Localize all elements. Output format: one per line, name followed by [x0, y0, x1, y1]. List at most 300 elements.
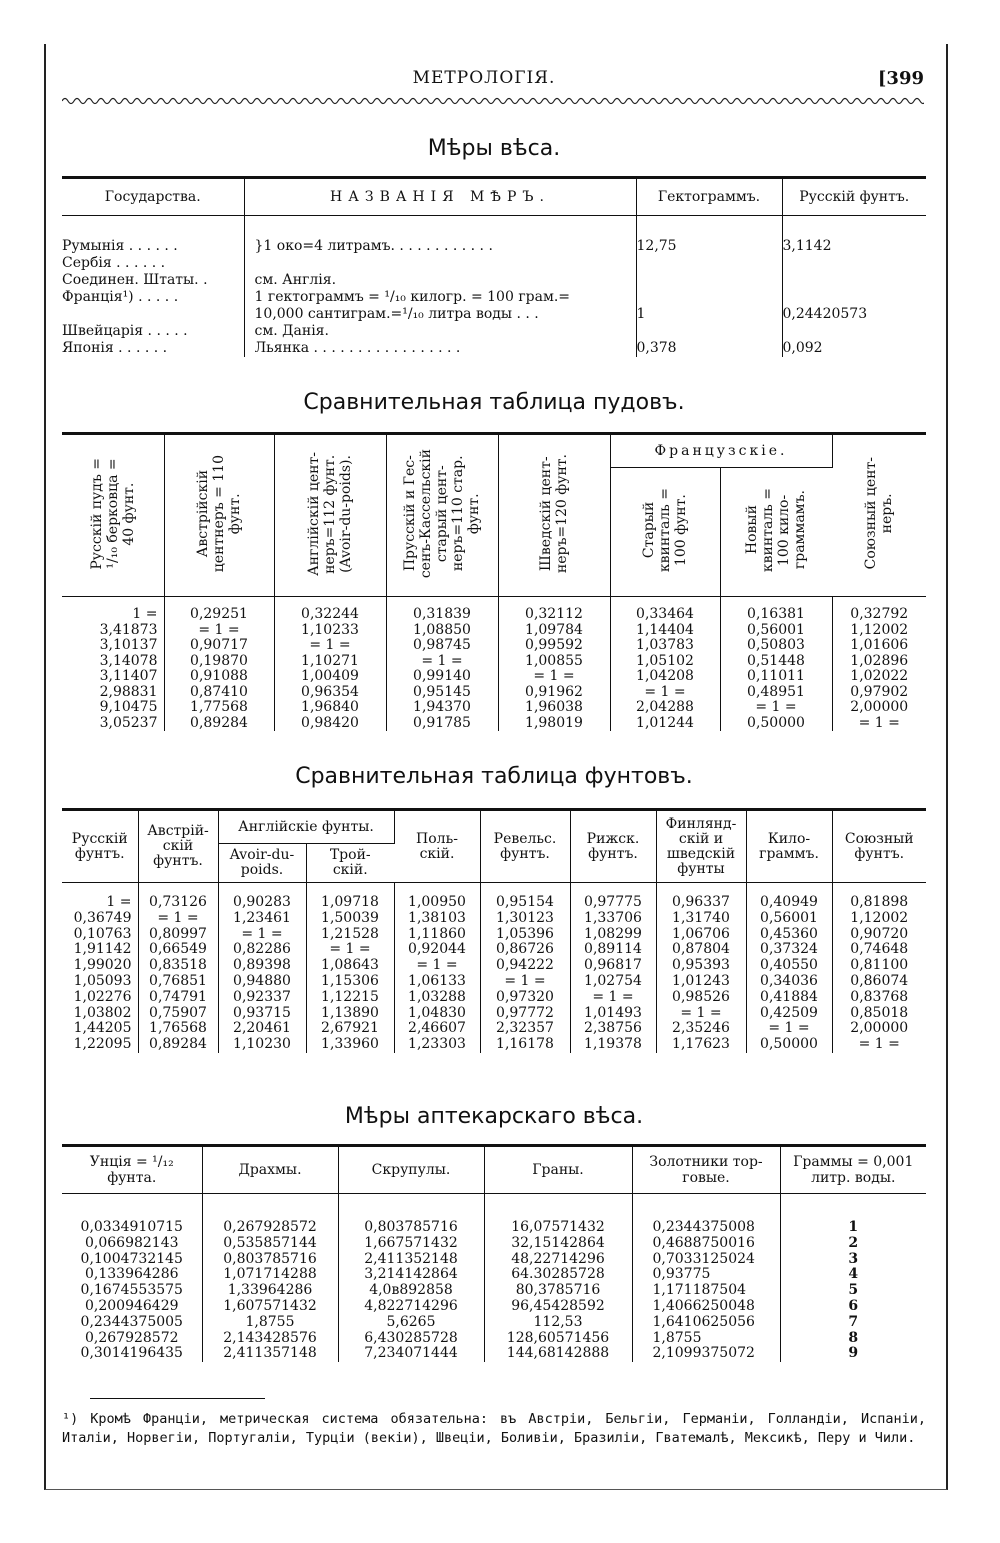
weights-names-cell: см. Англія.	[254, 272, 337, 288]
apothecary-header-2: Скрупулы.	[338, 1146, 484, 1194]
pounds-col-7-cell: 1,06706	[672, 925, 730, 942]
apothecary-col-4	[632, 1220, 780, 1362]
pounds-col-1-cell: 0,73126	[149, 894, 207, 910]
pounds-col-9	[832, 895, 926, 1053]
pounds-col-7-cell: 0,96337	[672, 894, 730, 910]
weights-hecto-cell	[637, 289, 782, 306]
poods-col-2-cell: 1,10271	[301, 652, 359, 669]
pounds-col-0-cell: 1 =	[106, 894, 132, 910]
poods-col-1-cell: 0,87410	[190, 683, 248, 700]
poods-col-0-cell: 3,14078	[99, 652, 158, 669]
poods-col-2	[274, 607, 386, 731]
apothecary-col-0	[62, 1220, 202, 1362]
apothecary-col-5-cell: 6	[848, 1297, 859, 1314]
poods-col-4-cell: 1,96038	[525, 699, 583, 715]
apothecary-col-2-cell: 4,822714296	[364, 1297, 458, 1314]
footnote-rule	[90, 1398, 265, 1399]
poods-col-0-cell: 3,41873	[99, 621, 158, 638]
weights-header-hecto: Гектограммъ.	[636, 178, 782, 216]
apothecary-col-0-cell: 0,066982143	[84, 1234, 179, 1251]
pounds-col-1-cell: 1,76568	[149, 1020, 207, 1037]
pounds-col-6-cell: 0,89114	[584, 941, 642, 958]
pounds-col-6-cell: 0,96817	[584, 957, 642, 974]
pounds-col-7-cell: 0,95393	[672, 957, 730, 974]
poods-col-7-cell: 1,02022	[850, 668, 909, 684]
pounds-col-7-cell: 0,87804	[672, 941, 730, 958]
poods-col-6-cell: 0,50000	[747, 714, 805, 731]
poods-col-5-cell: 0,33464	[636, 606, 694, 622]
pounds-col-0-cell: 1,22095	[73, 1036, 132, 1053]
pounds-col-8-cell: 0,50000	[760, 1036, 818, 1053]
pounds-header-1: Австрій- скій фунтъ.	[138, 810, 218, 883]
poods-col-2-cell: 0,32244	[301, 606, 359, 622]
apothecary-col-5-cell: 7	[848, 1313, 859, 1330]
weights-rus-cell: 0,24420573	[782, 306, 868, 322]
poods-col-4-cell: = 1 =	[533, 668, 575, 684]
pounds-col-0-cell: 1,02276	[73, 988, 132, 1005]
poods-col-3-cell: 0,98745	[413, 637, 471, 653]
pounds-col-9-cell: 0,81100	[850, 957, 909, 974]
weights-states-cell: Франція¹) . . . . .	[62, 289, 179, 305]
poods-col-5-cell: 2,04288	[636, 699, 694, 715]
weights-hecto-cell: 0,378	[636, 340, 677, 356]
apothecary-col-4-cell: 1,6410625056	[652, 1313, 755, 1330]
apothecary-col-5	[780, 1220, 926, 1362]
poods-col-1-cell: = 1 =	[198, 621, 240, 638]
poods-col-0-cell: 3,11407	[99, 668, 158, 684]
apothecary-col-4-cell: 0,2344375008	[652, 1219, 755, 1235]
apothecary-header-1: Драхмы.	[202, 1146, 338, 1194]
pounds-col-2-cell: 1,10230	[233, 1036, 291, 1053]
poods-col-1-cell: 0,29251	[190, 606, 248, 622]
pounds-col-3-cell: 1,15306	[321, 972, 379, 989]
apothecary-col-0-cell: 0,2344375005	[80, 1313, 183, 1330]
apothecary-col-2-cell: 4,0в892858	[369, 1282, 453, 1299]
pounds-col-0-cell: 0,36749	[73, 909, 132, 926]
pounds-col-9-cell: 1,12002	[850, 909, 909, 926]
pounds-col-6-cell: 1,01493	[584, 1004, 642, 1021]
poods-col-0-cell: 2,98831	[99, 683, 158, 700]
poods-col-7-cell: = 1 =	[858, 714, 900, 731]
pounds-col-1-cell: 0,75907	[149, 1004, 207, 1021]
poods-header-6: Новый квинталь = 100 кило- граммамъ.	[720, 468, 832, 597]
poods-col-5-cell: 1,05102	[636, 652, 694, 669]
pounds-col-2-cell: 0,89398	[233, 957, 291, 974]
poods-col-5	[610, 607, 720, 731]
weights-names-cell: 10,000 сантиграм.=¹/₁₀ литра воды . . .	[254, 306, 539, 322]
apothecary-col-2-cell: 0,803785716	[364, 1219, 458, 1235]
pounds-col-9-cell: 0,90720	[850, 925, 909, 942]
pounds-table	[62, 808, 926, 1053]
pounds-col-4-cell: 1,11860	[408, 925, 466, 942]
pounds-header-9: Союзный фунтъ.	[832, 810, 926, 883]
apothecary-col-1-cell: 2,143428576	[223, 1329, 317, 1346]
pounds-header-2: Avoir-du- poids.	[218, 844, 306, 883]
apothecary-col-4-cell: 1,8755	[652, 1329, 702, 1346]
poods-col-6-cell: 0,11011	[747, 668, 805, 684]
pounds-col-7-cell: 1,01243	[672, 972, 730, 989]
poods-col-6-cell: 0,16381	[747, 606, 805, 622]
apothecary-col-5-cell: 4	[848, 1266, 859, 1283]
pounds-col-1-cell: = 1 =	[157, 909, 199, 926]
pounds-col-1-cell: 0,66549	[149, 941, 207, 958]
apothecary-col-2-cell: 6,430285728	[364, 1329, 458, 1346]
poods-col-0-cell: 3,05237	[99, 714, 158, 731]
poods-col-7-cell: 1,12002	[850, 621, 909, 638]
pounds-col-9-cell: 2,00000	[850, 1020, 909, 1037]
poods-col-4-cell: 0,99592	[525, 637, 583, 653]
weights-states-cell: Швейцарія . . . . .	[62, 323, 188, 339]
pounds-col-6-cell: 2,38756	[584, 1020, 642, 1037]
weights-rus-cell: 3,1142	[782, 238, 832, 254]
pounds-col-2	[218, 895, 306, 1053]
poods-col-4-cell: 1,00855	[525, 652, 583, 669]
poods-col-1	[164, 607, 274, 731]
apothecary-col-1-cell: 2,411357148	[223, 1345, 317, 1362]
pounds-col-5-cell: 1,30123	[496, 909, 554, 926]
apothecary-col-4-cell: 0,93775	[652, 1266, 711, 1283]
apothecary-col-3-cell: 144,68142888	[506, 1345, 610, 1362]
weights-rus	[782, 238, 926, 357]
apothecary-table	[62, 1144, 926, 1362]
poods-col-4	[498, 607, 610, 731]
pounds-col-1-cell: 0,74791	[149, 988, 207, 1005]
poods-col-7-cell: 2,00000	[850, 699, 909, 715]
poods-col-0-cell: 9,10475	[99, 699, 158, 715]
poods-col-4-cell: 1,98019	[525, 714, 583, 731]
apothecary-col-0-cell: 0,267928572	[84, 1329, 179, 1346]
poods-col-3-cell: 0,31839	[413, 606, 471, 622]
poods-col-1-cell: 0,89284	[190, 714, 248, 731]
pounds-col-7-cell: = 1 =	[680, 1004, 722, 1021]
pounds-col-9-cell: 0,85018	[850, 1004, 909, 1021]
poods-col-7-cell: 0,97902	[850, 683, 909, 700]
pounds-col-5-cell: 0,94222	[496, 957, 554, 974]
apothecary-col-3-cell: 112,53	[533, 1313, 583, 1330]
pounds-col-0-cell: 0,10763	[73, 925, 132, 942]
poods-header-4: Шведскій цент- неръ=120 фунт.	[498, 434, 610, 597]
running-header	[44, 68, 924, 96]
poods-col-3-cell: 0,99140	[413, 668, 471, 684]
poods-col-2-cell: 1,10233	[301, 621, 359, 638]
pounds-col-0-cell: 1,03802	[73, 1004, 132, 1021]
pounds-col-3-cell: 1,08643	[321, 957, 379, 974]
pounds-col-4	[394, 895, 480, 1053]
footnote: ¹) Кромѣ Франціи, метрическая система обязательна: въ Австріи, Бельгіи, Германіи, Голландіи, Испаніи, Италіи, Норвегіи, Португаліи, Турціи (векіи), Швеціи, Боливіи, Бразиліи, Гватемалѣ, Мексикѣ, Перу и Чили.	[62, 1411, 926, 1446]
apothecary-col-4-cell: 0,7033125024	[652, 1250, 755, 1267]
pounds-col-9-cell: 0,83768	[850, 988, 909, 1005]
poods-col-6-cell: 0,50803	[747, 637, 805, 653]
pounds-col-3	[306, 895, 394, 1053]
poods-col-5-cell: = 1 =	[644, 683, 686, 700]
apothecary-col-2-cell: 1,667571432	[364, 1234, 458, 1251]
pounds-col-5-cell: 2,32357	[496, 1020, 554, 1037]
pounds-col-1-cell: 0,76851	[149, 972, 207, 989]
poods-col-6-cell: 0,56001	[747, 621, 805, 638]
wavy-rule	[62, 94, 924, 108]
section-title-apothecary: Мѣры аптекарскаго вѣса.	[344, 1104, 644, 1129]
apothecary-col-5-cell: 3	[848, 1250, 859, 1267]
poods-header-3: Прусскій и Гес- сенъ-Кассельскій старый цент- неръ=110 стар. фунт.	[386, 434, 498, 597]
pounds-col-8-cell: 0,37324	[760, 941, 818, 958]
pounds-col-5-cell: 0,97320	[496, 988, 554, 1005]
poods-col-3-cell: 1,08850	[413, 621, 471, 638]
pounds-col-3-cell: 1,12215	[321, 988, 379, 1005]
weights-states-cell: Соединен. Штаты. .	[62, 272, 208, 288]
weights-hecto	[636, 238, 782, 357]
poods-col-0	[62, 607, 164, 731]
poods-col-3-cell: 0,91785	[413, 714, 471, 731]
poods-col-6	[720, 607, 832, 731]
weights-hecto-cell	[637, 323, 782, 340]
pounds-col-3-cell: 1,21528	[321, 925, 379, 942]
pounds-col-7-cell: 1,17623	[672, 1036, 730, 1053]
poods-col-0-cell: 1 =	[132, 606, 158, 622]
apothecary-col-1-cell: 0,535857144	[223, 1234, 317, 1251]
apothecary-col-1	[202, 1220, 338, 1362]
poods-col-3-cell: 1,94370	[413, 699, 471, 715]
pounds-col-6-cell: = 1 =	[592, 988, 634, 1005]
pounds-col-8-cell: = 1 =	[768, 1020, 810, 1037]
poods-table	[62, 432, 926, 731]
section-title-pounds: Сравнительная таблица фунтовъ.	[295, 764, 693, 789]
pounds-col-2-cell: 1,23461	[233, 909, 291, 926]
pounds-col-4-cell: 1,38103	[408, 909, 466, 926]
pounds-col-8-cell: 0,40949	[760, 894, 818, 910]
weights-names-cell: см. Данія.	[254, 323, 329, 339]
poods-col-7-cell: 1,02896	[850, 652, 909, 669]
apothecary-col-1-cell: 1,8755	[245, 1313, 295, 1330]
apothecary-header-5: Граммы = 0,001 литр. воды.	[780, 1146, 926, 1194]
weights-rus-cell	[783, 289, 927, 306]
poods-col-5-cell: 1,03783	[636, 637, 694, 653]
pounds-col-3-cell: 1,13890	[321, 1004, 379, 1021]
poods-header-5: Старый квинталь = 100 фунт.	[610, 468, 720, 597]
poods-col-7-cell: 1,01606	[850, 637, 909, 653]
pounds-group-header: Англійскіе фунты.	[218, 810, 394, 844]
apothecary-col-3-cell: 80,3785716	[515, 1282, 601, 1299]
poods-header-0: Русскій пудъ = ¹/₁₀ берковца = 40 фунт.	[62, 434, 164, 597]
apothecary-col-5-cell: 5	[848, 1282, 859, 1299]
apothecary-col-3-cell: 32,15142864	[511, 1234, 605, 1251]
weights-hecto-cell: 12,75	[636, 238, 677, 254]
poods-col-1-cell: 0,19870	[190, 652, 248, 669]
pounds-col-7-cell: 2,35246	[672, 1020, 730, 1037]
poods-col-2-cell: 0,98420	[301, 714, 359, 731]
weights-rus-cell: 0,092	[782, 340, 823, 356]
apothecary-col-2-cell: 7,234071444	[364, 1345, 458, 1362]
pounds-col-0-cell: 1,44205	[73, 1020, 132, 1037]
weights-names	[244, 238, 636, 357]
apothecary-col-4-cell: 1,171187504	[652, 1282, 747, 1299]
weights-hecto-cell	[637, 255, 782, 272]
pounds-col-8-cell: 0,45360	[760, 925, 818, 942]
pounds-col-4-cell: 1,00950	[408, 894, 466, 910]
poods-col-2-cell: 0,96354	[301, 683, 359, 700]
pounds-col-5-cell: = 1 =	[504, 972, 546, 989]
weights-rus-cell	[783, 323, 927, 340]
pounds-col-2-cell: 2,20461	[233, 1020, 291, 1037]
pounds-col-9-cell: = 1 =	[858, 1036, 900, 1053]
weights-states	[62, 238, 244, 357]
apothecary-header-3: Граны.	[484, 1146, 632, 1194]
poods-col-3-cell: = 1 =	[421, 652, 463, 669]
pounds-header-7: Финлянд- скій и шведскій фунты	[656, 810, 746, 883]
pounds-col-4-cell: 2,46607	[408, 1020, 466, 1037]
pounds-col-8-cell: 0,40550	[760, 957, 818, 974]
weights-hecto-cell: 1	[636, 306, 646, 322]
weights-states-cell: Румынія . . . . . .	[62, 238, 178, 254]
poods-col-2-cell: 1,00409	[301, 668, 359, 684]
section-title-poods: Сравнительная таблица пудовъ.	[303, 390, 685, 415]
apothecary-col-0-cell: 0,133964286	[84, 1266, 179, 1283]
apothecary-col-3-cell: 16,07571432	[511, 1219, 605, 1235]
poods-col-6-cell: 0,51448	[747, 652, 805, 669]
pounds-col-7	[656, 895, 746, 1053]
section-title-weights: Мѣры вѣса.	[427, 136, 561, 161]
pounds-col-4-cell: = 1 =	[416, 957, 458, 974]
pounds-col-4-cell: 1,06133	[408, 972, 466, 989]
apothecary-col-4-cell: 1,4066250048	[652, 1297, 755, 1314]
apothecary-col-4-cell: 0,4688750016	[652, 1234, 755, 1251]
weights-header-state: Государства.	[62, 178, 244, 216]
pounds-col-2-cell: 0,90283	[233, 894, 291, 910]
pounds-col-3-cell: 1,09718	[321, 894, 379, 910]
pounds-col-5	[480, 895, 570, 1053]
pounds-col-1-cell: 0,89284	[149, 1036, 207, 1053]
poods-col-4-cell: 0,32112	[525, 606, 583, 622]
poods-col-1-cell: 0,91088	[190, 668, 248, 684]
weights-header-rus: Русскій фунтъ.	[782, 178, 926, 216]
poods-col-1-cell: 1,77568	[190, 699, 248, 715]
apothecary-col-1-cell: 0,267928572	[223, 1219, 317, 1235]
pounds-col-0-cell: 1,05093	[73, 972, 132, 989]
pounds-header-4: Поль- скій.	[394, 810, 480, 883]
apothecary-col-3-cell: 96,45428592	[511, 1297, 605, 1314]
pounds-col-8-cell: 0,34036	[760, 972, 818, 989]
apothecary-col-3-cell: 48,22714296	[511, 1250, 605, 1267]
weights-hecto-cell	[637, 272, 782, 289]
poods-col-3	[386, 607, 498, 731]
apothecary-col-4-cell: 2,1099375072	[652, 1345, 755, 1362]
pounds-col-2-cell: 0,92337	[233, 988, 291, 1005]
poods-col-5-cell: 1,04208	[636, 668, 694, 684]
apothecary-col-5-cell: 1	[848, 1219, 859, 1235]
pounds-header-8: Кило- граммъ.	[746, 810, 832, 883]
weights-states-cell: Сербія . . . . . .	[62, 255, 166, 271]
poods-col-4-cell: 0,91962	[525, 683, 583, 700]
poods-col-6-cell: = 1 =	[755, 699, 797, 715]
weights-names-cell: }1 око=4 литрамъ. . . . . . . . . . . .	[254, 238, 493, 254]
apothecary-col-5-cell: 2	[848, 1234, 859, 1251]
poods-header-2: Англійскій цент- неръ=112 фунт. (Avoir-du-poids).	[274, 434, 386, 597]
poods-group-header: Французскіе.	[610, 434, 832, 468]
pounds-col-8-cell: 0,41884	[760, 988, 818, 1005]
poods-col-4-cell: 1,09784	[525, 621, 583, 638]
pounds-col-4-cell: 1,23303	[408, 1036, 466, 1053]
pounds-col-3-cell: = 1 =	[329, 941, 371, 958]
pounds-header-6: Рижск. фунтъ.	[570, 810, 656, 883]
apothecary-col-1-cell: 1,607571432	[223, 1297, 317, 1314]
weights-names-cell	[255, 255, 636, 272]
apothecary-col-2	[338, 1220, 484, 1362]
apothecary-col-5-cell: 9	[848, 1345, 859, 1362]
pounds-col-5-cell: 0,86726	[496, 941, 554, 958]
apothecary-col-0-cell: 0,200946429	[84, 1297, 179, 1314]
pounds-col-5-cell: 1,16178	[496, 1036, 554, 1053]
pounds-col-4-cell: 1,03288	[408, 988, 466, 1005]
apothecary-col-5-cell: 8	[848, 1329, 859, 1346]
apothecary-col-1-cell: 1,33964286	[227, 1282, 313, 1299]
poods-header-7: Союзный цент- неръ.	[832, 434, 926, 597]
apothecary-col-1-cell: 0,803785716	[223, 1250, 317, 1267]
poods-col-7-cell: 0,32792	[850, 606, 909, 622]
poods-col-1-cell: 0,90717	[190, 637, 248, 653]
apothecary-col-3-cell: 64.30285728	[511, 1266, 605, 1283]
apothecary-col-3	[484, 1220, 632, 1362]
pounds-col-9-cell: 0,86074	[850, 972, 909, 989]
weights-rus-cell	[783, 272, 927, 289]
pounds-col-9-cell: 0,81898	[850, 894, 909, 910]
weights-header-names: НАЗВАНІЯ МѢРЪ.	[244, 178, 636, 216]
pounds-col-4-cell: 0,92044	[408, 941, 466, 958]
weights-states-cell	[62, 306, 244, 323]
poods-col-5-cell: 1,01244	[636, 714, 694, 731]
pounds-col-0-cell: 1,91142	[73, 941, 132, 958]
poods-col-3-cell: 0,95145	[413, 683, 471, 700]
apothecary-col-0-cell: 0,0334910715	[80, 1219, 183, 1235]
pounds-col-3-cell: 1,33960	[321, 1036, 379, 1053]
weights-rus-cell	[783, 255, 927, 272]
apothecary-col-0-cell: 0,3014196435	[80, 1345, 183, 1362]
apothecary-header-0: Унція = ¹/₁₂ фунта.	[62, 1146, 202, 1194]
pounds-col-3-cell: 2,67921	[321, 1020, 379, 1037]
page-title: МЕТРОЛОГІЯ.	[412, 68, 556, 88]
pounds-col-0-cell: 1,99020	[73, 957, 132, 974]
pounds-col-9-cell: 0,74648	[850, 941, 909, 958]
apothecary-col-2-cell: 3,214142864	[364, 1266, 458, 1283]
weights-names-cell: Льянка . . . . . . . . . . . . . . . . .	[254, 340, 461, 356]
weights-states-cell: Японія . . . . . .	[62, 340, 168, 356]
pounds-header-0: Русскій фунтъ.	[62, 810, 138, 883]
pounds-col-2-cell: 0,94880	[233, 972, 291, 989]
poods-col-0-cell: 3,10137	[99, 637, 158, 653]
pounds-col-1	[138, 895, 218, 1053]
apothecary-col-2-cell: 5,6265	[386, 1313, 436, 1330]
poods-col-2-cell: = 1 =	[309, 637, 351, 653]
pounds-col-4-cell: 1,04830	[408, 1004, 466, 1021]
pounds-header-5: Ревельс. фунтъ.	[480, 810, 570, 883]
pounds-col-5-cell: 0,97772	[496, 1004, 554, 1021]
pounds-col-7-cell: 1,31740	[672, 909, 730, 926]
pounds-col-8-cell: 0,56001	[760, 909, 818, 926]
pounds-col-5-cell: 1,05396	[496, 925, 554, 942]
pounds-col-7-cell: 0,98526	[672, 988, 730, 1005]
pounds-col-8-cell: 0,42509	[760, 1004, 818, 1021]
pounds-col-6-cell: 1,02754	[584, 972, 642, 989]
pounds-col-6-cell: 1,33706	[584, 909, 642, 926]
pounds-col-8	[746, 895, 832, 1053]
pounds-col-1-cell: 0,83518	[149, 957, 207, 974]
poods-col-7	[832, 607, 926, 731]
page-number: [399	[877, 68, 924, 89]
pounds-col-3-cell: 1,50039	[321, 909, 379, 926]
weights-table	[62, 176, 926, 357]
poods-header-1: Австрійскій центнеръ = 110 фунт.	[164, 434, 274, 597]
apothecary-header-4: Золотники тор- говые.	[632, 1146, 780, 1194]
poods-col-5-cell: 1,14404	[636, 621, 694, 638]
pounds-col-6-cell: 0,97775	[584, 894, 642, 910]
